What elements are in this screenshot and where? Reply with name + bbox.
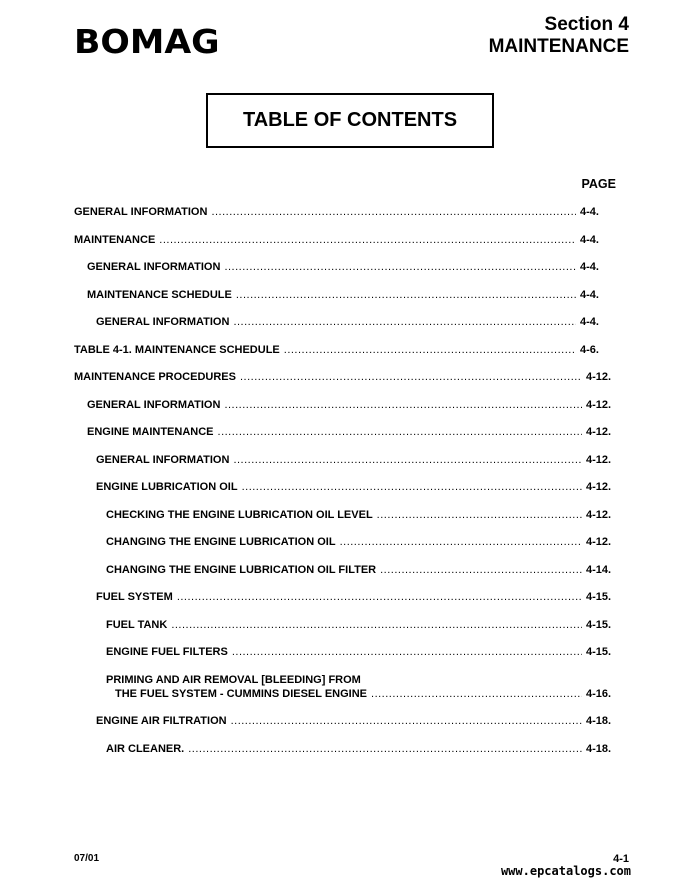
leader-dots bbox=[218, 426, 582, 439]
toc-entry-label: ENGINE AIR FILTRATION bbox=[96, 715, 227, 727]
leader-dots bbox=[177, 591, 582, 604]
leader-dots bbox=[242, 481, 582, 494]
section-header bbox=[489, 14, 629, 58]
section-number: Section 4 bbox=[544, 14, 629, 35]
leader-dots bbox=[211, 206, 576, 219]
toc-entry[interactable] bbox=[106, 646, 616, 659]
toc-entry-label: MAINTENANCE SCHEDULE bbox=[87, 289, 232, 301]
toc-entry-page: 4-16. bbox=[586, 688, 612, 700]
toc-entry[interactable] bbox=[96, 316, 610, 329]
toc-entry[interactable] bbox=[96, 481, 616, 494]
toc-entry-label: FUEL SYSTEM bbox=[96, 591, 173, 603]
toc-title-box bbox=[206, 93, 494, 148]
toc-entry[interactable] bbox=[96, 591, 616, 604]
toc-entry-page: 4-12. bbox=[586, 454, 612, 466]
page-column-label: PAGE bbox=[581, 177, 616, 191]
leader-dots bbox=[224, 261, 576, 274]
leader-dots bbox=[284, 344, 576, 357]
toc-entry-page: 4-12. bbox=[586, 426, 612, 438]
toc-entry-page: 4-15. bbox=[586, 619, 612, 631]
toc-entry-page: 4-12. bbox=[586, 536, 612, 548]
watermark: www.epcatalogs.com bbox=[500, 864, 631, 878]
toc-entry-page: 4-14. bbox=[586, 564, 612, 576]
toc-entry-page: 4-4. bbox=[580, 234, 599, 246]
toc-entry-page: 4-12. bbox=[586, 481, 612, 493]
leader-dots bbox=[159, 234, 576, 247]
leader-dots bbox=[377, 509, 582, 522]
toc-entry-label: THE FUEL SYSTEM - CUMMINS DIESEL ENGINE bbox=[115, 688, 368, 700]
leader-dots bbox=[236, 289, 576, 302]
leader-dots bbox=[371, 688, 582, 701]
toc-entry[interactable] bbox=[74, 234, 610, 247]
footer-page-number: 4-1 bbox=[613, 853, 629, 865]
toc-entry[interactable] bbox=[74, 344, 610, 357]
toc-entry-page: 4-4. bbox=[580, 316, 599, 328]
toc-entry[interactable] bbox=[74, 371, 616, 384]
toc-entry-page: 4-4. bbox=[580, 261, 599, 273]
toc-entry-page: 4-4. bbox=[580, 206, 599, 218]
toc-entry[interactable] bbox=[87, 289, 610, 302]
toc-entry-label: MAINTENANCE bbox=[74, 234, 156, 246]
leader-dots bbox=[340, 536, 582, 549]
toc-entry-page: 4-18. bbox=[586, 715, 612, 727]
toc-entry-page: 4-18. bbox=[586, 743, 612, 755]
bomag-logo: BOMAG bbox=[74, 22, 220, 61]
leader-dots bbox=[240, 371, 582, 384]
toc-entry-page: 4-15. bbox=[586, 591, 612, 603]
toc-entry-label: GENERAL INFORMATION bbox=[87, 399, 221, 411]
toc-entry[interactable] bbox=[106, 564, 616, 577]
toc-entry[interactable] bbox=[106, 743, 616, 756]
toc-entry[interactable] bbox=[106, 619, 616, 632]
leader-dots bbox=[224, 399, 582, 412]
leader-dots bbox=[232, 646, 582, 659]
toc-entry[interactable] bbox=[87, 399, 616, 412]
toc-entry[interactable] bbox=[96, 715, 616, 728]
leader-dots bbox=[231, 715, 582, 728]
leader-dots bbox=[233, 454, 582, 467]
toc-entry-page: 4-12. bbox=[586, 399, 612, 411]
leader-dots bbox=[233, 316, 576, 329]
toc-entry-label: AIR CLEANER. bbox=[106, 743, 185, 755]
leader-dots bbox=[171, 619, 582, 632]
toc-entry-label: ENGINE FUEL FILTERS bbox=[106, 646, 228, 658]
toc-entry-page: 4-6. bbox=[580, 344, 599, 356]
toc-entry-label: ENGINE LUBRICATION OIL bbox=[96, 481, 238, 493]
toc-entry[interactable] bbox=[106, 536, 616, 549]
toc-entry[interactable] bbox=[106, 509, 616, 522]
toc-entry-label: CHANGING THE ENGINE LUBRICATION OIL bbox=[106, 536, 336, 548]
toc-entry[interactable] bbox=[115, 688, 616, 701]
toc-entry-label: CHECKING THE ENGINE LUBRICATION OIL LEVEL bbox=[106, 509, 373, 521]
toc-entry-label: ENGINE MAINTENANCE bbox=[87, 426, 214, 438]
toc-entry-label: CHANGING THE ENGINE LUBRICATION OIL FILTER bbox=[106, 564, 377, 576]
footer-date: 07/01 bbox=[74, 853, 100, 864]
toc-entry-label: GENERAL INFORMATION bbox=[87, 261, 221, 273]
toc-entry-label: FUEL TANK bbox=[106, 619, 168, 631]
toc-title: TABLE OF CONTENTS bbox=[242, 109, 458, 131]
toc-entry-label: TABLE 4-1. MAINTENANCE SCHEDULE bbox=[74, 344, 280, 356]
leader-dots bbox=[188, 743, 582, 756]
toc-entry-label-line1: PRIMING AND AIR REMOVAL [BLEEDING] FROM bbox=[106, 674, 361, 686]
toc-entry-label: GENERAL INFORMATION bbox=[96, 454, 230, 466]
toc-entry-label: GENERAL INFORMATION bbox=[96, 316, 230, 328]
toc-entry-label: MAINTENANCE PROCEDURES bbox=[74, 371, 236, 383]
toc-entry-page: 4-15. bbox=[586, 646, 612, 658]
toc-entry[interactable] bbox=[96, 454, 616, 467]
toc-entry[interactable] bbox=[74, 206, 610, 219]
toc-entry-page: 4-12. bbox=[586, 509, 612, 521]
leader-dots bbox=[380, 564, 582, 577]
toc-entry-page: 4-4. bbox=[580, 289, 599, 301]
toc-entry[interactable] bbox=[87, 426, 616, 439]
toc-entry[interactable] bbox=[87, 261, 610, 274]
section-title: MAINTENANCE bbox=[488, 36, 629, 57]
toc-entry-page: 4-12. bbox=[586, 371, 612, 383]
toc-entry-label: GENERAL INFORMATION bbox=[74, 206, 208, 218]
